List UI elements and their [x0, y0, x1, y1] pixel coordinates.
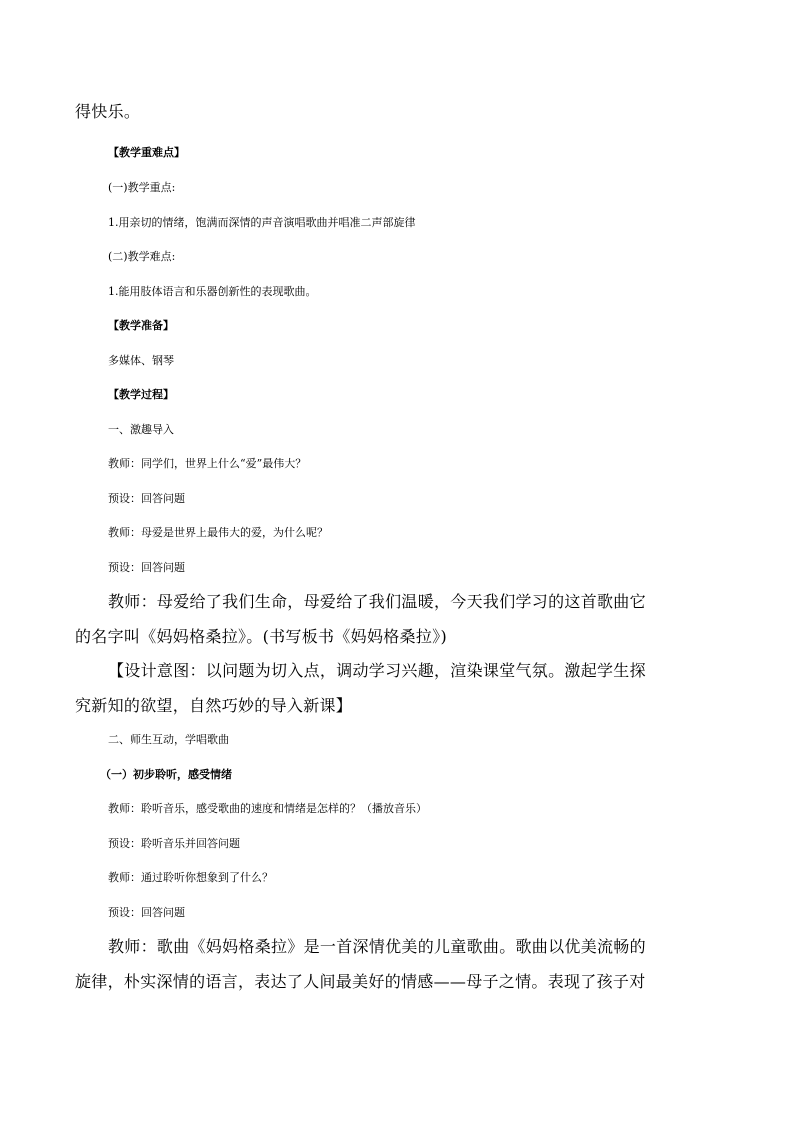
paragraph-line: 教师：歌曲《妈妈格桑拉》是一首深情优美的儿童歌曲。歌曲以优美流畅的	[108, 937, 646, 956]
paragraph-line: 旋律，朴实深情的语言，表达了人间最美好的情感——母子之情。表现了孩子对	[75, 972, 646, 991]
subheading-difficult-point: (二)教学难点:	[108, 250, 176, 263]
section-heading-process: 【教学过程】	[108, 388, 174, 401]
subheading-listening: （一）初步聆听，感受情绪	[100, 768, 232, 781]
paragraph-line: 教师：同学们，世界上什么“爱”最伟大？	[108, 457, 307, 470]
paragraph-line: 1.用亲切的情绪，饱满而深情的声音演唱歌曲并唱准二声部旋律	[108, 216, 416, 229]
paragraph-line: 预设：回答问题	[108, 906, 185, 919]
subheading-intro: 一、激趣导入	[108, 423, 174, 436]
paragraph-line: 教师：母爱是世界上最伟大的爱，为什么呢？	[108, 526, 328, 539]
paragraph-line: 预设：回答问题	[108, 492, 185, 505]
design-intent-line: 究新知的欲望，自然巧妙的导入新课】	[75, 696, 353, 715]
paragraph-line: 的名字叫《妈妈格桑拉》。(书写板书《妈妈格桑拉》)	[75, 627, 447, 646]
design-intent-line: 【设计意图：以问题为切入点，调动学习兴趣，渲染课堂气氛。激起学生探	[108, 661, 646, 680]
paragraph-line: 教师：通过聆听你想象到了什么？	[108, 871, 273, 884]
paragraph-line: 多媒体、钢琴	[108, 354, 174, 367]
section-heading-key-points: 【教学重难点】	[108, 146, 185, 159]
section-heading-preparation: 【教学准备】	[108, 319, 174, 332]
paragraph-line: 得快乐。	[75, 102, 141, 121]
paragraph-line: 教师：母爱给了我们生命，母爱给了我们温暖，今天我们学习的这首歌曲它	[108, 592, 646, 611]
paragraph-line: 1.能用肢体语言和乐器创新性的表现歌曲。	[108, 285, 317, 298]
subheading-key-point: (一)教学重点:	[108, 181, 176, 194]
subheading-interaction: 二、师生互动，学唱歌曲	[108, 733, 229, 746]
paragraph-line: 教师：聆听音乐，感受歌曲的速度和情绪是怎样的？（播放音乐）	[108, 802, 427, 815]
paragraph-line: 预设：聆听音乐并回答问题	[108, 837, 240, 850]
paragraph-line: 预设：回答问题	[108, 561, 185, 574]
